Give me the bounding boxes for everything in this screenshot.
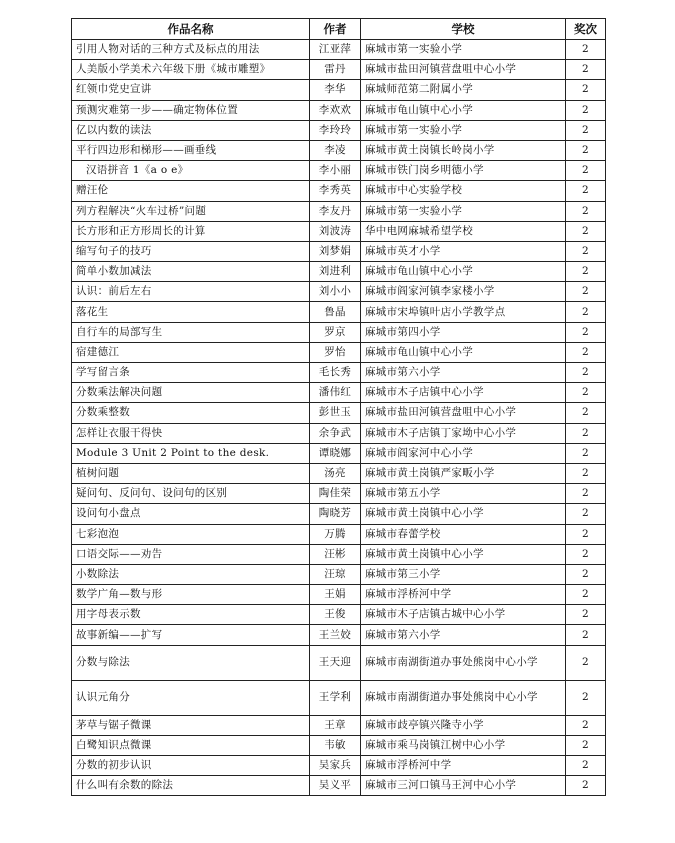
cell-school: 麻城市黄土岗镇严家畈小学	[361, 463, 566, 483]
cell-author: 吴家兵	[310, 756, 361, 776]
table-row	[72, 221, 606, 241]
table-row	[72, 363, 606, 383]
table-row	[72, 524, 606, 544]
cell-title: 用字母表示数	[72, 605, 310, 625]
table-row	[72, 443, 606, 463]
table-row	[72, 322, 606, 342]
cell-school: 麻城市黄土岗镇长岭岗小学	[361, 140, 566, 160]
cell-author: 刘波涛	[310, 221, 361, 241]
cell-school: 麻城市龟山镇中心小学	[361, 262, 566, 282]
cell-rank: 2	[566, 201, 606, 221]
cell-rank: 2	[566, 544, 606, 564]
cell-rank: 2	[566, 524, 606, 544]
cell-author: 余争武	[310, 423, 361, 443]
cell-title: Module 3 Unit 2 Point to the desk.	[72, 443, 310, 463]
cell-author: 谭晓娜	[310, 443, 361, 463]
cell-title: 落花生	[72, 302, 310, 322]
cell-school: 麻城市英才小学	[361, 241, 566, 261]
cell-rank: 2	[566, 282, 606, 302]
table-row	[72, 645, 606, 680]
cell-rank: 2	[566, 715, 606, 735]
award-rows	[72, 40, 606, 796]
cell-rank: 2	[566, 120, 606, 140]
cell-title: 缩写句子的技巧	[72, 241, 310, 261]
header-author: 作者	[310, 19, 361, 40]
cell-school: 麻城市第一实验小学	[361, 120, 566, 140]
cell-school: 麻城市歧亭镇兴隆寺小学	[361, 715, 566, 735]
cell-rank: 2	[566, 463, 606, 483]
table-row	[72, 564, 606, 584]
cell-title: 赠汪伦	[72, 181, 310, 201]
header-row	[72, 19, 606, 40]
table-row	[72, 756, 606, 776]
cell-rank: 2	[566, 423, 606, 443]
cell-title: 平行四边形和梯形——画垂线	[72, 140, 310, 160]
cell-title: 引用人物对话的三种方式及标点的用法	[72, 40, 310, 60]
cell-school: 麻城市盐田河镇营盘咀中心小学	[361, 60, 566, 80]
cell-school: 麻城市第三小学	[361, 564, 566, 584]
award-table	[71, 18, 606, 796]
table-row	[72, 463, 606, 483]
table-row	[72, 262, 606, 282]
cell-school: 麻城市第四小学	[361, 322, 566, 342]
cell-author: 王兰姣	[310, 625, 361, 645]
cell-title: 茅草与锯子微课	[72, 715, 310, 735]
cell-title: 简单小数加减法	[72, 262, 310, 282]
cell-title: 分数乘整数	[72, 403, 310, 423]
cell-author: 李小丽	[310, 161, 361, 181]
cell-rank: 2	[566, 383, 606, 403]
cell-author: 李友丹	[310, 201, 361, 221]
table-row	[72, 40, 606, 60]
cell-title: 怎样让衣服干得快	[72, 423, 310, 443]
cell-author: 汪琼	[310, 564, 361, 584]
cell-author: 罗京	[310, 322, 361, 342]
cell-rank: 2	[566, 40, 606, 60]
cell-title: 故事新编——扩写	[72, 625, 310, 645]
table-row	[72, 161, 606, 181]
cell-school: 麻城市第一实验小学	[361, 201, 566, 221]
cell-rank: 2	[566, 100, 606, 120]
cell-title: 七彩泡泡	[72, 524, 310, 544]
table-row	[72, 60, 606, 80]
cell-author: 王学利	[310, 680, 361, 715]
cell-rank: 2	[566, 776, 606, 796]
table-row	[72, 544, 606, 564]
cell-rank: 2	[566, 221, 606, 241]
cell-title: 小数除法	[72, 564, 310, 584]
cell-school: 麻城市浮桥河中学	[361, 585, 566, 605]
cell-school: 麻城市中心实验学校	[361, 181, 566, 201]
cell-author: 刘梦娟	[310, 241, 361, 261]
cell-title: 口语交际——劝告	[72, 544, 310, 564]
cell-author: 吴义平	[310, 776, 361, 796]
table-row	[72, 201, 606, 221]
cell-title: 宿建德江	[72, 342, 310, 362]
cell-title: 认识：前后左右	[72, 282, 310, 302]
table-row	[72, 241, 606, 261]
table-row	[72, 140, 606, 160]
cell-school: 麻城市盐田河镇营盘咀中心小学	[361, 403, 566, 423]
cell-rank: 2	[566, 403, 606, 423]
cell-school: 麻城市阎家河中心小学	[361, 443, 566, 463]
cell-school: 麻城市龟山镇中心小学	[361, 100, 566, 120]
cell-title: 亿以内数的读法	[72, 120, 310, 140]
cell-rank: 2	[566, 302, 606, 322]
cell-author: 刘小小	[310, 282, 361, 302]
cell-school: 麻城市春蕾学校	[361, 524, 566, 544]
cell-title: 列方程解决“火车过桥”问题	[72, 201, 310, 221]
cell-rank: 2	[566, 756, 606, 776]
cell-rank: 2	[566, 140, 606, 160]
cell-author: 王娟	[310, 585, 361, 605]
table-row	[72, 383, 606, 403]
cell-rank: 2	[566, 322, 606, 342]
cell-school: 麻城市第一实验小学	[361, 40, 566, 60]
cell-school: 麻城师范第二附属小学	[361, 80, 566, 100]
cell-rank: 2	[566, 60, 606, 80]
table-row	[72, 504, 606, 524]
cell-title: 人美版小学美术六年级下册《城市雕塑》	[72, 60, 310, 80]
cell-author: 万腾	[310, 524, 361, 544]
cell-author: 李玲玲	[310, 120, 361, 140]
cell-title: 疑问句、反问句、设问句的区别	[72, 484, 310, 504]
cell-rank: 2	[566, 80, 606, 100]
cell-school: 麻城市木子店镇丁家坳中心小学	[361, 423, 566, 443]
table-row	[72, 342, 606, 362]
cell-author: 江亚萍	[310, 40, 361, 60]
cell-title: 预测灾难第一步——确定物体位置	[72, 100, 310, 120]
cell-rank: 2	[566, 645, 606, 680]
cell-title: 汉语拼音 1《a o e》	[72, 161, 310, 181]
cell-title: 什么叫有余数的除法	[72, 776, 310, 796]
cell-school: 麻城市木子店镇中心小学	[361, 383, 566, 403]
cell-title: 认识元角分	[72, 680, 310, 715]
cell-author: 汪彬	[310, 544, 361, 564]
cell-title: 数学广角—数与形	[72, 585, 310, 605]
cell-rank: 2	[566, 735, 606, 755]
cell-school: 麻城市乘马岗镇江树中心小学	[361, 735, 566, 755]
cell-school: 麻城市南湖街道办事处熊岗中心小学	[361, 680, 566, 715]
table-row	[72, 625, 606, 645]
table-row	[72, 403, 606, 423]
cell-rank: 2	[566, 504, 606, 524]
cell-school: 华中电网麻城希望学校	[361, 221, 566, 241]
cell-title: 长方形和正方形周长的计算	[72, 221, 310, 241]
cell-school: 麻城市宋埠镇叶店小学教学点	[361, 302, 566, 322]
cell-title: 分数乘法解决问题	[72, 383, 310, 403]
table-row	[72, 715, 606, 735]
cell-author: 毛长秀	[310, 363, 361, 383]
award-list-sheet	[71, 18, 605, 796]
cell-rank: 2	[566, 564, 606, 584]
cell-rank: 2	[566, 443, 606, 463]
table-row	[72, 423, 606, 443]
cell-author: 李欢欢	[310, 100, 361, 120]
table-row	[72, 776, 606, 796]
cell-rank: 2	[566, 181, 606, 201]
cell-author: 李秀英	[310, 181, 361, 201]
table-row	[72, 120, 606, 140]
header-rank: 奖次	[566, 19, 606, 40]
cell-author: 李华	[310, 80, 361, 100]
cell-school: 麻城市第六小学	[361, 625, 566, 645]
cell-school: 麻城市黄土岗镇中心小学	[361, 544, 566, 564]
cell-author: 潘伟红	[310, 383, 361, 403]
cell-rank: 2	[566, 605, 606, 625]
cell-title: 分数与除法	[72, 645, 310, 680]
cell-rank: 2	[566, 680, 606, 715]
cell-school: 麻城市三河口镇马王河中心小学	[361, 776, 566, 796]
cell-rank: 2	[566, 585, 606, 605]
table-row	[72, 735, 606, 755]
cell-school: 麻城市第六小学	[361, 363, 566, 383]
cell-author: 汤亮	[310, 463, 361, 483]
cell-author: 陶佳荣	[310, 484, 361, 504]
cell-author: 王天迎	[310, 645, 361, 680]
cell-school: 麻城市黄土岗镇中心小学	[361, 504, 566, 524]
cell-author: 鲁晶	[310, 302, 361, 322]
cell-title: 红领巾党史宣讲	[72, 80, 310, 100]
cell-rank: 2	[566, 342, 606, 362]
cell-author: 罗怡	[310, 342, 361, 362]
cell-school: 麻城市南湖街道办事处熊岗中心小学	[361, 645, 566, 680]
cell-author: 刘进利	[310, 262, 361, 282]
cell-author: 王俊	[310, 605, 361, 625]
table-row	[72, 100, 606, 120]
cell-title: 白鹭知识点微课	[72, 735, 310, 755]
cell-rank: 2	[566, 484, 606, 504]
cell-rank: 2	[566, 161, 606, 181]
cell-title: 设问句小盘点	[72, 504, 310, 524]
table-row	[72, 181, 606, 201]
table-row	[72, 585, 606, 605]
cell-rank: 2	[566, 625, 606, 645]
header-title: 作品名称	[72, 19, 310, 40]
cell-title: 植树问题	[72, 463, 310, 483]
cell-school: 麻城市浮桥河中学	[361, 756, 566, 776]
cell-author: 彭世玉	[310, 403, 361, 423]
cell-title: 学写留言条	[72, 363, 310, 383]
cell-rank: 2	[566, 241, 606, 261]
cell-school: 麻城市铁门岗乡明德小学	[361, 161, 566, 181]
cell-author: 李凌	[310, 140, 361, 160]
cell-school: 麻城市第五小学	[361, 484, 566, 504]
cell-author: 王章	[310, 715, 361, 735]
table-row	[72, 302, 606, 322]
cell-rank: 2	[566, 262, 606, 282]
cell-school: 麻城市阎家河镇李家楼小学	[361, 282, 566, 302]
cell-title: 自行车的局部写生	[72, 322, 310, 342]
table-row	[72, 605, 606, 625]
cell-author: 雷丹	[310, 60, 361, 80]
cell-school: 麻城市龟山镇中心小学	[361, 342, 566, 362]
cell-title: 分数的初步认识	[72, 756, 310, 776]
table-row	[72, 484, 606, 504]
cell-rank: 2	[566, 363, 606, 383]
cell-author: 陶晓芳	[310, 504, 361, 524]
cell-author: 韦敏	[310, 735, 361, 755]
header-school: 学校	[361, 19, 566, 40]
cell-school: 麻城市木子店镇古城中心小学	[361, 605, 566, 625]
table-row	[72, 680, 606, 715]
table-row	[72, 80, 606, 100]
table-row	[72, 282, 606, 302]
